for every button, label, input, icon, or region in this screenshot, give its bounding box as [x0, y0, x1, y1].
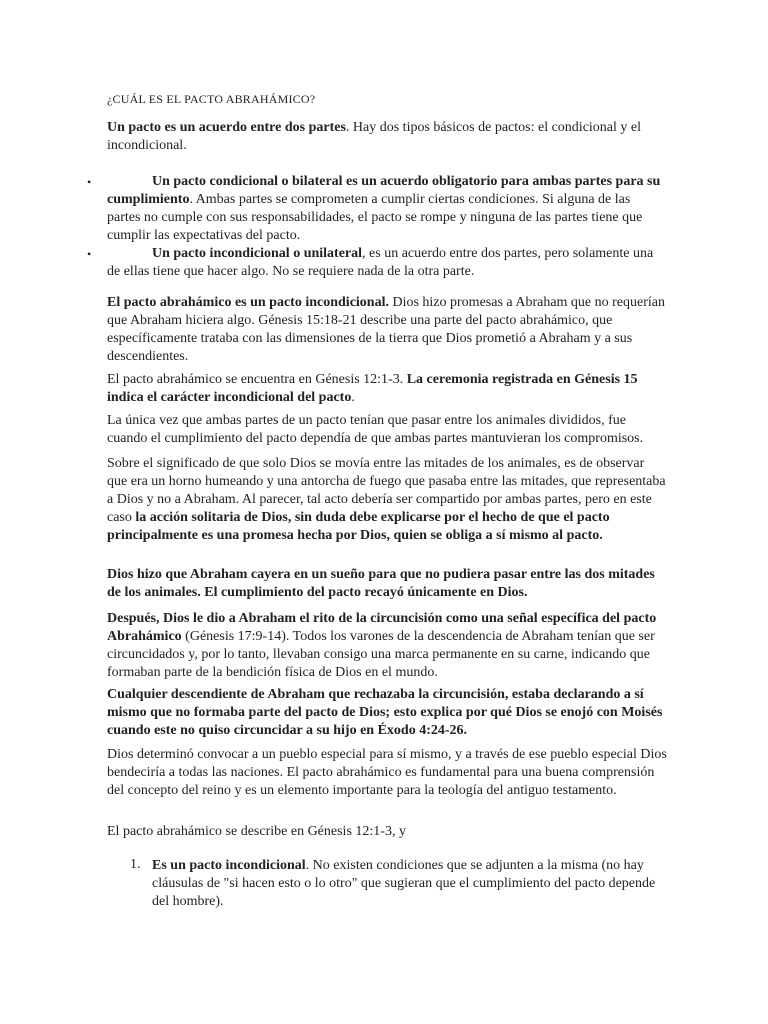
paragraph-genesis-12 — [107, 371, 667, 407]
paragraph-rest: (Génesis 17:9-14). Todos los varones de la descendencia de Abraham tenían que ser circuncidados y, por lo tanto, llevaban consigo una marca permanente en su carne, indicando que formaban parte de la bendición física de Dios en el mundo. — [107, 629, 655, 680]
numbered-bold: Es un pacto incondicional — [152, 858, 306, 873]
paragraph-rejection — [107, 686, 667, 740]
paragraph-god-alone — [107, 455, 667, 545]
paragraph-pre: El pacto abrahámico se encuentra en Génesis 12:1-3. — [107, 372, 407, 387]
paragraph-rest: Dios hizo promesas a Abraham que no requerían que Abraham hiciera algo. Génesis 15:18-21 describe una parte del pacto abrahámico, que específicamente trataba con las dimensiones de la tierra que Dios prometió a Abraham y a sus descendientes. — [107, 295, 665, 364]
paragraph-bold: la acción solitaria de Dios, sin duda debe explicarse por el hecho de que el pacto principalmente es una promesa hecha por Dios, quien se obliga a sí mismo al pacto. — [107, 510, 610, 543]
numbered-rest: . No existen condiciones que se adjunten a la misma (no hay cláusulas de "si hacen esto o lo otro" que sugieran que el cumplimiento del pacto depende del hombre). — [152, 858, 656, 909]
list-item — [87, 245, 667, 281]
bullet-bold: Un pacto condicional o bilateral es un acuerdo obligatorio para ambas partes para su cumplimiento — [107, 174, 661, 207]
paragraph-circumcision — [107, 610, 667, 682]
bullet-rest: . Ambas partes se comprometen a cumplir ciertas condiciones. Si alguna de las partes no cumple con sus responsabilidades, el pacto se rompe y ninguna de las partes tiene que cumplir las expectativas del pacto. — [107, 192, 643, 243]
paragraph-bold: Dios hizo que Abraham cayera en un sueño para que no pudiera pasar entre las dos mitades de los animales. El cumplimiento del pacto recayó únicamente en Dios. — [107, 567, 655, 600]
paragraph-bold: El pacto abrahámico es un pacto incondicional. — [107, 295, 389, 310]
bullet-rest: , es un acuerdo entre dos partes, pero solamente una de ellas tiene que hacer algo. No se requiere nada de la otra parte. — [107, 246, 654, 279]
paragraph-bold: Cualquier descendiente de Abraham que rechazaba la circuncisión, estaba declarando a sí mismo que no formaba parte del pacto de Dios; esto explica por qué Dios se enojó con Moisés cuando este no quiso circuncidar a su hijo en Éxodo 4:24-26. — [107, 687, 663, 738]
paragraph-post: . — [351, 390, 355, 405]
paragraph-bold: La ceremonia registrada en Génesis 15 indica el carácter incondicional del pacto — [107, 372, 638, 405]
bullet-list — [87, 173, 667, 281]
intro-bold: Un pacto es un acuerdo entre dos partes — [107, 120, 346, 135]
paragraph-bold: Después, Dios le dio a Abraham el rito de la circuncisión como una señal específica del pacto Abrahámico — [107, 611, 657, 644]
paragraph-special-people: Dios determinó convocar a un pueblo especial para sí mismo, y a través de ese pueblo especial Dios bendeciría a todas las naciones. El pacto abrahámico es fundamental para una buena comprensión del concepto del reino y es un elemento importante para la teología del antiguo testamento. — [107, 747, 667, 798]
paragraph-deep-sleep — [107, 566, 667, 602]
paragraph-unconditional — [107, 294, 667, 366]
list-item — [87, 173, 667, 245]
intro-paragraph — [107, 119, 667, 155]
paragraph-both-parties: La única vez que ambas partes de un pacto tenían que pasar entre los animales divididos, fue cuando el cumplimiento del pacto dependía de que ambas partes mantuvieran los compromisos. — [107, 413, 644, 446]
bullet-marker: • — [87, 175, 92, 189]
numbered-item — [152, 857, 672, 911]
intro-rest: . Hay dos tipos básicos de pactos: el condicional y el incondicional. — [107, 120, 642, 153]
paragraph-pre: Sobre el significado de que solo Dios se movía entre las mitades de los animales, es de observar que era un horno humeando y una antorcha de fuego que pasaba entre las mitades, que representaba a Dios y no a Abraham. Al parecer, tal acto debería ser compartido por ambas partes, pero en este caso — [107, 456, 666, 525]
bullet-marker: • — [87, 247, 92, 261]
bullet-bold: Un pacto incondicional o unilateral — [152, 246, 363, 261]
page-title: ¿CUÁL ES EL PACTO ABRAHÁMICO? — [107, 92, 316, 106]
list-number: 1. — [130, 857, 141, 872]
paragraph-described: El pacto abrahámico se describe en Génesis 12:1-3, y — [107, 824, 406, 839]
